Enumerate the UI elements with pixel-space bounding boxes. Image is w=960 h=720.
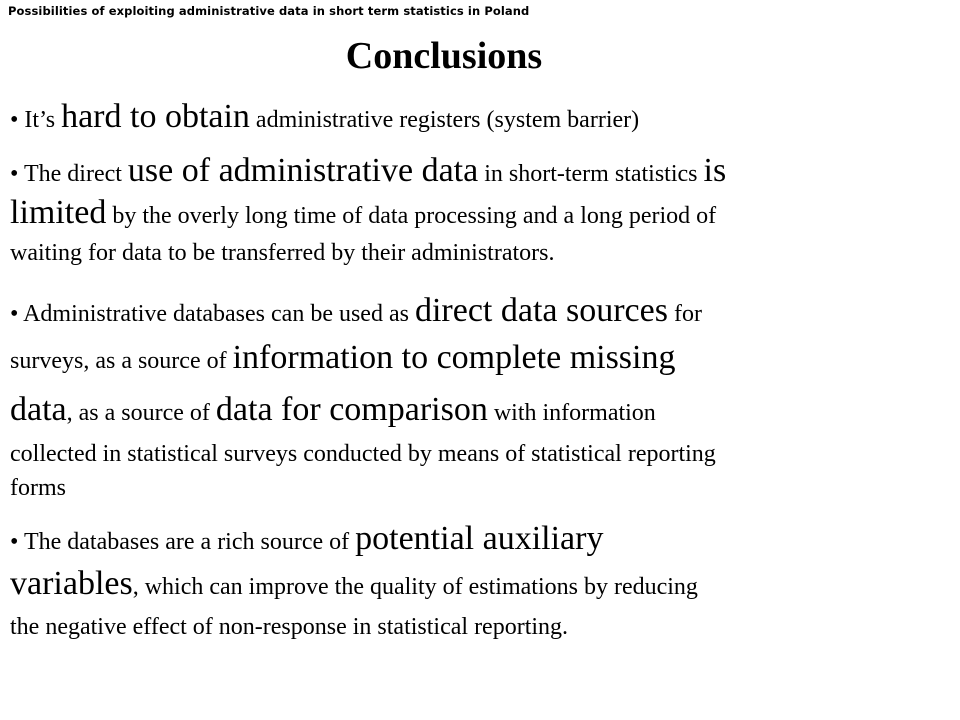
bullet-text: the negative effect of non-response in statistical reporting. [10,614,569,640]
bullet-text: , as a source of [66,400,216,426]
emphasis-text: is [703,152,727,189]
bullet-text: with information [487,400,656,426]
bullet-line [10,193,952,236]
bullet-auxiliary-variables [10,520,952,644]
bullet-line [10,610,952,644]
bullet-text: • The direct [10,161,128,187]
emphasis-text: hard to obtain [61,98,250,135]
bullet-text: waiting for data to be transferred by their administrators. [10,240,555,266]
bullet-line [10,236,952,270]
emphasis-text: potential auxiliary [355,520,604,557]
emphasis-text: information to complete missing [232,339,676,376]
emphasis-text: data [10,391,67,428]
bullet-line [10,333,952,386]
bullet-line [10,386,952,437]
bullet-line [10,561,952,610]
bullet-text: in short-term statistics [478,161,704,187]
bullet-text: surveys, as a source of [10,348,233,374]
bullet-text: , which can improve the quality of estimations by reducing [132,574,698,600]
bullet-line [10,98,952,139]
bullet-text: • Administrative databases can be used as [10,301,415,327]
bullet-line [10,520,952,561]
emphasis-text: use of administrative data [127,152,479,189]
bullet-databases-usage [10,292,952,505]
bullet-text: collected in statistical surveys conducted by means of statistical reporting [10,441,716,467]
bullet-text: by the overly long time of data processing and a long period of [106,203,717,229]
emphasis-text: direct data sources [414,292,668,329]
bullet-text: for [667,301,702,327]
emphasis-text: data for comparison [215,391,488,428]
emphasis-text: variables [10,565,133,602]
bullet-text: administrative registers (system barrier) [249,107,640,133]
bullet-line [10,292,952,333]
bullet-registers-barrier [10,98,952,139]
emphasis-text: limited [10,194,107,231]
bullet-text: forms [10,475,66,501]
bullet-direct-use-limited [10,152,952,270]
presentation-header: Possibilities of exploiting administrative data in short term statistics in Poland [8,4,530,18]
bullet-line [10,152,952,193]
bullet-line [10,437,952,471]
bullet-text: • It’s [10,107,62,133]
bullet-text: • The databases are a rich source of [10,529,356,555]
slide-title: Conclusions [345,35,543,77]
bullet-line [10,471,952,505]
